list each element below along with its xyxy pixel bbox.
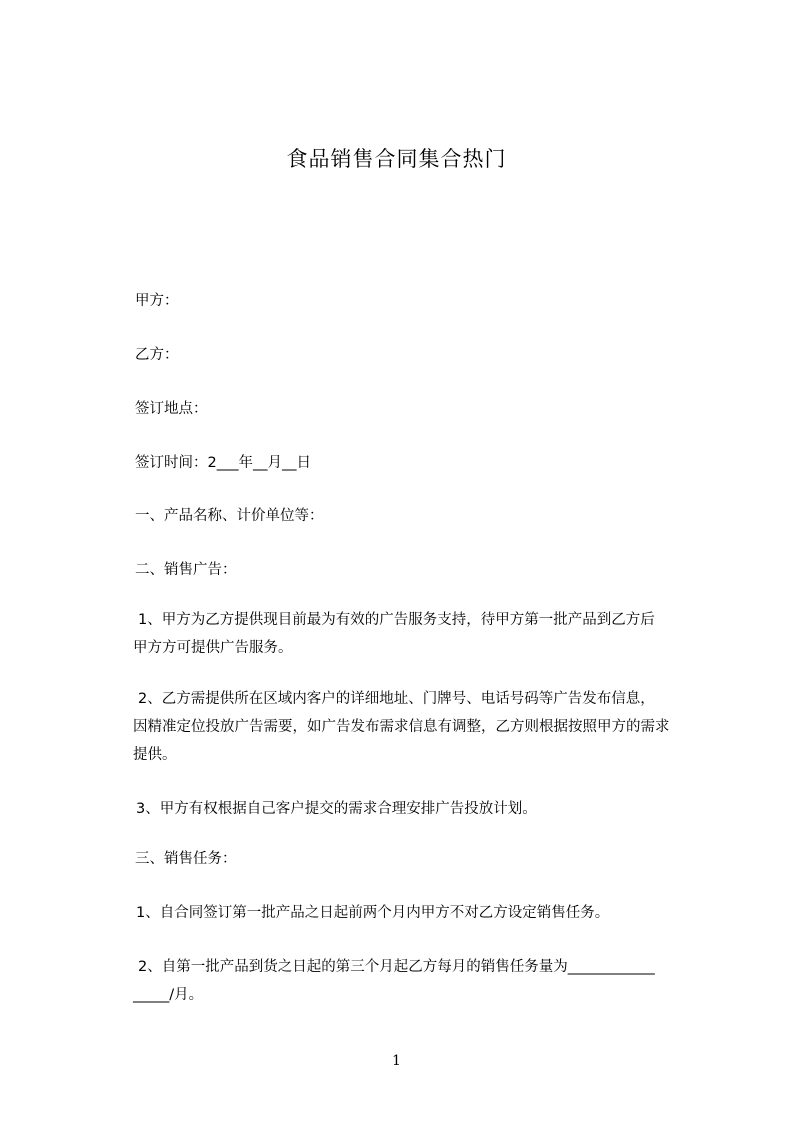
section-2-paragraph-3: 3、甲方有权根据自己客户提交的需求合理安排广告投放计划。	[136, 801, 537, 817]
paragraph-line: _____/月。	[133, 987, 204, 1003]
section-2-paragraph-2	[133, 685, 713, 769]
sign-place-field: 签订地点：	[135, 401, 208, 417]
paragraph-line: 甲方方可提供广告服务。	[133, 640, 293, 656]
section-3-paragraph-1: 1、自合同签订第一批产品之日起前两个月内甲方不对乙方设定销售任务。	[136, 905, 610, 921]
document-title: 食品销售合同集合热门	[286, 147, 507, 171]
party-a-field: 甲方：	[135, 293, 179, 309]
section-3-paragraph-2	[133, 953, 713, 1009]
paragraph-line: 因精准定位投放广告需要，如广告发布需求信息有调整，乙方则根据按照甲方的需求	[133, 719, 670, 735]
paragraph-line: 2、自第一批产品到货之日起的第三个月起乙方每月的销售任务量为____________	[138, 959, 655, 975]
paragraph-line: 提供。	[133, 747, 177, 763]
sign-time-field: 签订时间：2___年__月__日	[135, 455, 311, 471]
section-1-heading: 一、产品名称、计价单位等：	[135, 508, 324, 524]
party-b-field: 乙方：	[135, 347, 179, 363]
paragraph-line: 2、乙方需提供所在区域内客户的详细地址、门牌号、电话号码等广告发布信息，	[138, 691, 655, 707]
section-2-paragraph-1	[133, 606, 713, 662]
paragraph-line: 1、甲方为乙方提供现目前最为有效的广告服务支持，待甲方第一批产品到乙方后	[138, 612, 655, 628]
section-2-heading: 二、销售广告：	[135, 562, 237, 578]
section-3-heading: 三、销售任务：	[135, 851, 237, 867]
page-number: 1	[392, 1053, 401, 1069]
